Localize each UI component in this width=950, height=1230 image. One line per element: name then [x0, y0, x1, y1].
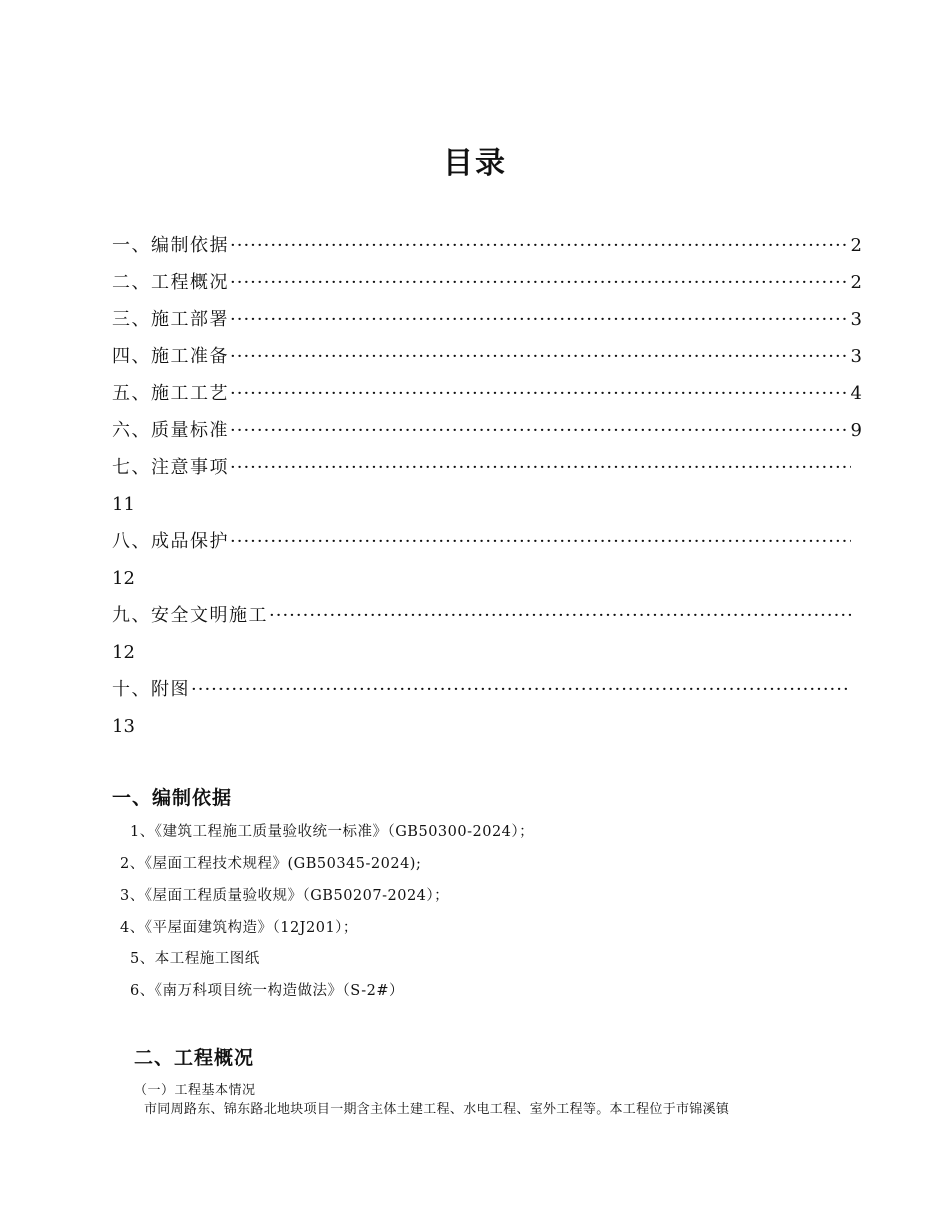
- toc-leader-dots: [230, 264, 850, 301]
- toc-entry-page: 3: [850, 346, 862, 367]
- toc-leader-dots: [269, 597, 851, 634]
- toc-leader-dots: [230, 227, 850, 264]
- basis-item: 5、本工程施工图纸: [130, 951, 260, 967]
- toc-entry-page: 12: [112, 642, 135, 663]
- toc-entry-page: 13: [112, 716, 135, 737]
- toc-entry-page: 4: [850, 383, 862, 404]
- table-of-contents: [112, 227, 862, 745]
- basis-item: 6、《南万科项目统一构造做法》（S-2#）: [130, 983, 404, 999]
- toc-entry-label: 十、附图: [112, 679, 190, 700]
- toc-leader-dots: [191, 671, 851, 708]
- paragraph-text: 市同周路东、锦东路北地块项目一期含主体土建工程、水电工程、室外工程等。本工程位于市锦溪镇: [144, 1102, 730, 1117]
- toc-entry-label: 三、施工部署: [112, 309, 229, 330]
- toc-entry-label: 八、成品保护: [112, 531, 229, 552]
- toc-entry[interactable]: [112, 227, 862, 264]
- toc-entry[interactable]: [112, 412, 862, 449]
- toc-entry[interactable]: [112, 375, 862, 412]
- section-heading-overview: 二、工程概况: [134, 1047, 255, 1069]
- toc-entry-page: 2: [850, 235, 862, 256]
- toc-entry-label: 二、工程概况: [112, 272, 229, 293]
- toc-leader-dots: [230, 412, 850, 449]
- toc-entry[interactable]: [112, 449, 862, 523]
- toc-entry[interactable]: [112, 671, 862, 745]
- toc-leader-dots: [230, 338, 850, 375]
- toc-leader-dots: [230, 301, 850, 338]
- toc-entry-label: 九、安全文明施工: [112, 605, 268, 626]
- toc-entry-label: 六、质量标准: [112, 420, 229, 441]
- toc-entry-label: 五、施工工艺: [112, 383, 229, 404]
- toc-entry-label: 一、编制依据: [112, 235, 229, 256]
- toc-entry-page: 2: [850, 272, 862, 293]
- toc-leader-dots: [230, 523, 851, 560]
- basis-item: 2、《屋面工程技术规程》(GB50345-2024);: [120, 856, 422, 872]
- toc-entry-page: 3: [850, 309, 862, 330]
- toc-entry-label: 四、施工准备: [112, 346, 229, 367]
- basis-item: 3、《屋面工程质量验收规》（GB50207-2024）；: [120, 888, 450, 904]
- toc-entry[interactable]: [112, 264, 862, 301]
- toc-entry-page: 9: [850, 420, 862, 441]
- toc-entry[interactable]: [112, 338, 862, 375]
- toc-entry[interactable]: [112, 597, 862, 671]
- toc-title: 目录: [443, 146, 507, 181]
- toc-entry[interactable]: [112, 523, 862, 597]
- subsection-heading: （一）工程基本情况: [134, 1083, 256, 1098]
- basis-item: 1、《建筑工程施工质量验收统一标准》（GB50300-2024）；: [130, 824, 535, 840]
- toc-entry-label: 七、注意事项: [112, 457, 229, 478]
- toc-entry-page: 12: [112, 568, 135, 589]
- section-heading-basis: 一、编制依据: [112, 787, 233, 809]
- toc-entry[interactable]: [112, 301, 862, 338]
- toc-leader-dots: [230, 449, 851, 486]
- toc-leader-dots: [230, 375, 850, 412]
- toc-entry-page: 11: [112, 494, 135, 515]
- basis-item: 4、《平屋面建筑构造》（12J201）；: [120, 920, 358, 936]
